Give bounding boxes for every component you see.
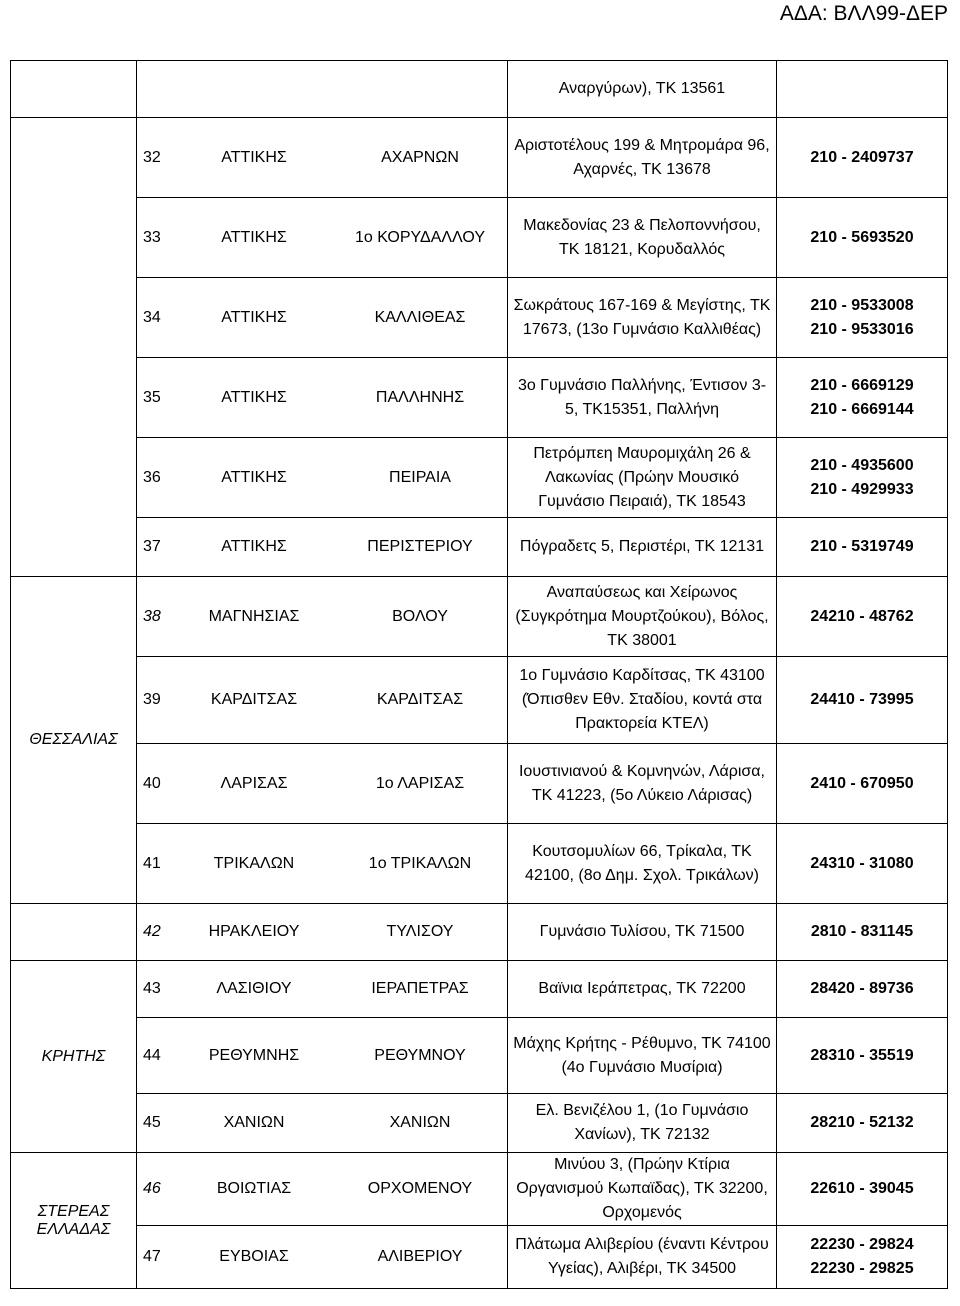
address-cell: Βαϊνια Ιεράπετρας, ΤΚ 72200 [508,961,777,1018]
prefecture-cell [137,1226,508,1289]
prefecture-cell [137,657,508,744]
row-number: 43 [143,980,161,997]
row-number: 41 [143,854,161,872]
prefecture-cell [137,824,508,904]
address-cell: Μακεδονίας 23 & Πελοποννήσου, ΤΚ 18121, Κορυδαλλός [508,198,777,278]
prefecture-name: ΡΕΘΥΜΝΗΣ [208,1046,300,1064]
phone-cell: 24410 - 73995 [777,657,948,744]
city-name: 1ο ΚΟΡΥΔΑΛΛΟΥ [354,228,486,246]
phone-cell: 22610 - 39045 [777,1153,948,1226]
row-number: 45 [143,1114,161,1131]
phone-cell: 24210 - 48762 [777,577,948,657]
address-cell: Μινύου 3, (Πρώην Κτίρια Οργανισμού Κωπαϊδας), ΤΚ 32200, Ορχομενός [508,1153,777,1226]
prefecture-cell [137,1018,508,1094]
city-name: ΑΛΙΒΕΡΙΟΥ [377,1248,463,1265]
prefecture-name: ΑΤΤΙΚΗΣ [221,388,287,406]
city-name: ΧΑΝΙΩΝ [389,1114,451,1131]
prefecture-name: ΛΑΣΙΘΙΟΥ [216,980,292,997]
prefecture-name: ΕΥΒΟΙΑΣ [219,1248,289,1265]
city-name: ΠΕΙΡΑΙΑ [389,468,451,486]
row-number: 46 [143,1180,161,1197]
city-name: ΤΥΛΙΣΟΥ [386,923,454,940]
phone-cell: 2810 - 831145 [777,904,948,961]
region-cell-kritis: ΚΡΗΤΗΣ [11,961,137,1153]
table-row [11,438,948,518]
address-cell: Αριστοτέλους 199 & Μητρομάρα 96, Αχαρνές, ΤΚ 13678 [508,118,777,198]
prefecture-name: ΑΤΤΙΚΗΣ [221,308,287,326]
table-row [11,961,948,1018]
city-name: ΚΑΛΛΙΘΕΑΣ [374,308,466,326]
table-row [11,577,948,657]
prefecture-name: ΑΤΤΙΚΗΣ [221,148,287,166]
phone-cell: 28310 - 35519 [777,1018,948,1094]
table-row [11,1153,948,1226]
region-cell-empty [11,118,137,577]
phone-cell: 28210 - 52132 [777,1094,948,1153]
address-cell: Πλάτωμα Αλιβερίου (έναντι Κέντρου Υγείας), Αλιβέρι, ΤΚ 34500 [508,1226,777,1289]
exam-centers-table [10,60,948,1289]
address-cell: Ιουστινιανού & Κομνηνών, Λάρισα, ΤΚ 41223, (5ο Λύκειο Λάρισας) [508,744,777,824]
prefecture-cell [137,1153,508,1226]
address-cell: Πόγραδετς 5, Περιστέρι, ΤΚ 12131 [508,518,777,577]
address-cell-top: Αναργύρων), ΤΚ 13561 [508,61,777,118]
row-number: 39 [143,691,161,708]
table-row [11,1094,948,1153]
address-cell: Αναπαύσεως και Χείρωνος (Συγκρότημα Μουρτζούκου), Βόλος, ΤΚ 38001 [508,577,777,657]
prefecture-name: ΜΑΓΝΗΣΙΑΣ [208,607,300,625]
row-number: 32 [143,148,161,166]
prefecture-cell [137,961,508,1018]
prefecture-name: ΑΤΤΙΚΗΣ [221,468,287,486]
phone-cell: 28420 - 89736 [777,961,948,1018]
address-cell: Γυμνάσιο Τυλίσου, ΤΚ 71500 [508,904,777,961]
region-cell-thessalias: ΘΕΣΣΑΛΙΑΣ [11,577,137,904]
city-name: ΒΟΛΟΥ [392,607,448,625]
phone-cell: 210 - 2409737 [777,118,948,198]
table-row [11,824,948,904]
phone-cell: 210 - 5693520 [777,198,948,278]
address-cell: Ελ. Βενιζέλου 1, (1ο Γυμνάσιο Χανίων), ΤΚ 72132 [508,1094,777,1153]
prefecture-name: ΒΟΙΩΤΙΑΣ [216,1180,292,1197]
row-number: 33 [143,228,161,246]
table-row [11,518,948,577]
prefecture-cell [137,438,508,518]
row-number: 40 [143,774,161,792]
phone-cell: 210 - 9533008 210 - 9533016 [777,278,948,358]
table-row [11,904,948,961]
city-name: ΚΑΡΔΙΤΣΑΣ [376,691,464,708]
city-name: ΡΕΘΥΜΝΟΥ [374,1046,466,1064]
prefecture-cell [137,1094,508,1153]
city-name: 1ο ΤΡΙΚΑΛΩΝ [368,854,472,872]
address-cell: Πετρόμπεη Μαυρομιχάλη 26 & Λακωνίας (Πρώην Μουσικό Γυμνάσιο Πειραιά), ΤΚ 18543 [508,438,777,518]
city-name: ΑΧΑΡΝΩΝ [381,148,459,166]
prefecture-name: ΤΡΙΚΑΛΩΝ [213,854,295,872]
region-cell-stereas: ΣΤΕΡΕΑΣ ΕΛΛΑΔΑΣ [11,1153,137,1289]
table-row [11,1018,948,1094]
address-cell: 3ο Γυμνάσιο Παλλήνης, Έντισον 3-5, ΤΚ15351, Παλλήνη [508,358,777,438]
prefecture-cell [137,278,508,358]
city-name: ΠΕΡΙΣΤΕΡΙΟΥ [367,538,473,555]
prefecture-cell [137,518,508,577]
phone-cell: 210 - 5319749 [777,518,948,577]
city-name: ΠΑΛΛΗΝΗΣ [375,388,465,406]
city-name: ΙΕΡΑΠΕΤΡΑΣ [371,980,469,997]
prefecture-cell [137,118,508,198]
prefecture-cell [137,744,508,824]
prefecture-name: ΑΤΤΙΚΗΣ [221,538,287,555]
row-number: 47 [143,1248,161,1265]
prefecture-name: ΧΑΝΙΩΝ [223,1114,285,1131]
phone-cell: 22230 - 29824 22230 - 29825 [777,1226,948,1289]
table-row [11,1226,948,1289]
prefecture-name: ΗΡΑΚΛΕΙΟΥ [208,923,300,940]
phone-cell: 210 - 4935600 210 - 4929933 [777,438,948,518]
row-number: 35 [143,388,161,406]
row-number: 44 [143,1046,161,1064]
table-row [11,278,948,358]
prefecture-name: ΑΤΤΙΚΗΣ [221,228,287,246]
prefecture-cell-empty-top [137,61,508,118]
region-cell-empty [11,904,137,961]
row-number: 38 [143,607,161,625]
row-number: 34 [143,308,161,326]
table-row [11,358,948,438]
prefecture-name: ΚΑΡΔΙΤΣΑΣ [210,691,298,708]
phone-cell-empty-top [777,61,948,118]
address-cell: Μάχης Κρήτης - Ρέθυμνο, ΤΚ 74100 (4ο Γυμνάσιο Μυσίρια) [508,1018,777,1094]
table-row [11,198,948,278]
row-number: 37 [143,538,161,555]
prefecture-cell [137,904,508,961]
prefecture-cell [137,577,508,657]
city-name: 1ο ΛΑΡΙΣΑΣ [375,774,465,792]
prefecture-name: ΛΑΡΙΣΑΣ [220,774,288,792]
table-row [11,657,948,744]
table-row [11,118,948,198]
address-cell: 1ο Γυμνάσιο Καρδίτσας, ΤΚ 43100 (Όπισθεν Εθν. Σταδίου, κοντά στα Πρακτορεία ΚΤΕΛ) [508,657,777,744]
row-number: 36 [143,468,161,486]
address-cell: Κουτσομυλίων 66, Τρίκαλα, ΤΚ 42100, (8ο Δημ. Σχολ. Τρικάλων) [508,824,777,904]
region-cell-empty-top [11,61,137,118]
city-name: ΟΡΧΟΜΕΝΟΥ [367,1180,473,1197]
prefecture-cell [137,198,508,278]
prefecture-cell [137,358,508,438]
document-id: ΑΔΑ: ΒΛΛ99-ΔΕΡ [779,2,948,25]
table-row [11,744,948,824]
phone-cell: 2410 - 670950 [777,744,948,824]
phone-cell: 24310 - 31080 [777,824,948,904]
row-number: 42 [143,923,161,940]
table-row-top [11,61,948,118]
address-cell: Σωκράτους 167-169 & Μεγίστης, ΤΚ 17673, (13ο Γυμνάσιο Καλλιθέας) [508,278,777,358]
phone-cell: 210 - 6669129 210 - 6669144 [777,358,948,438]
